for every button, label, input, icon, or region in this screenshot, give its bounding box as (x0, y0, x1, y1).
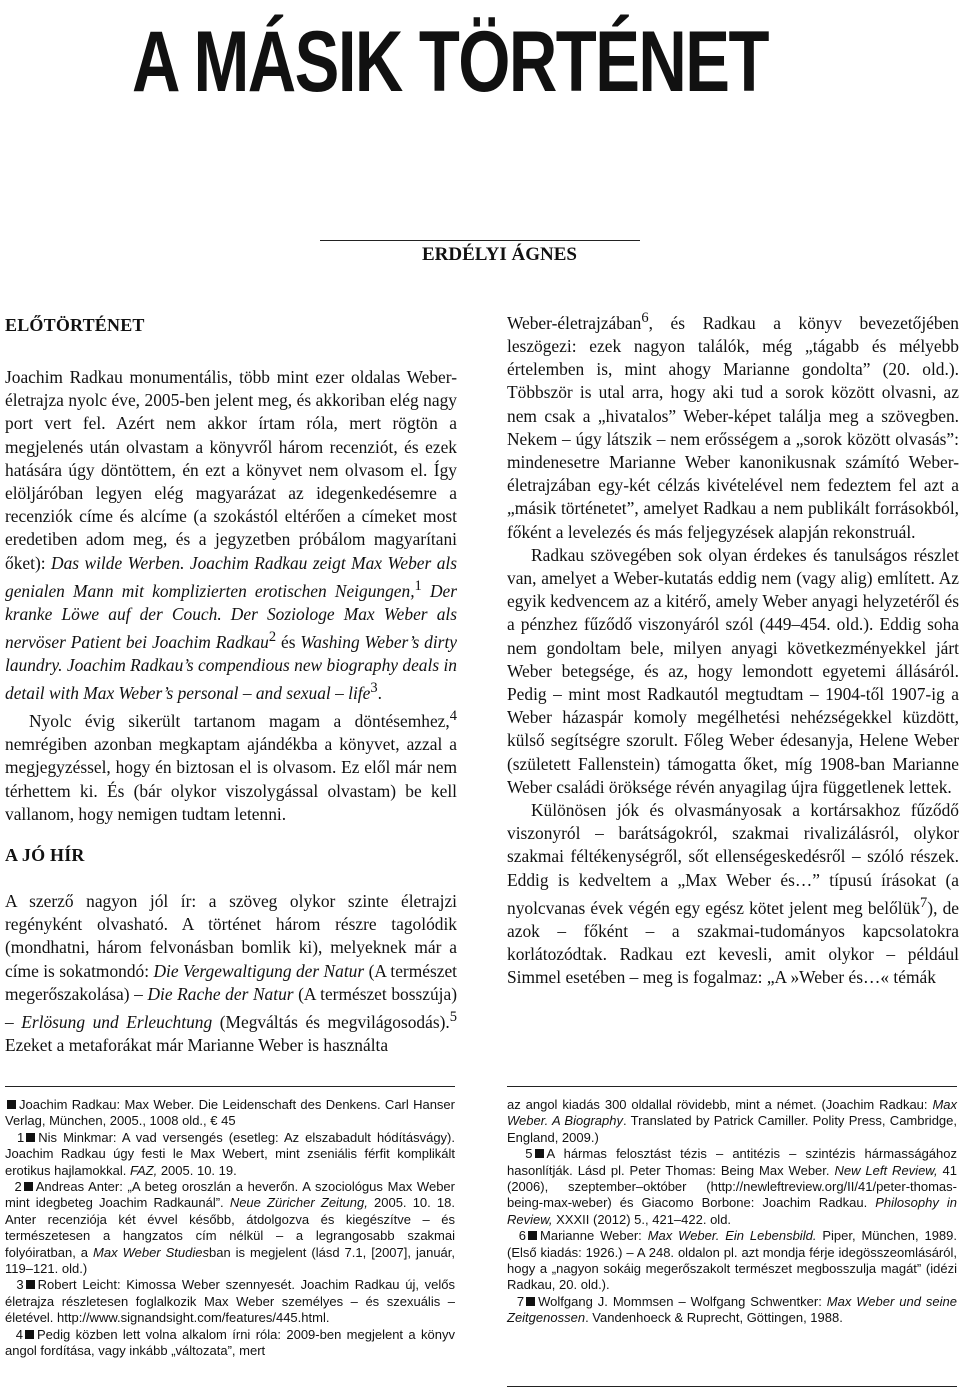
footnote: 6 Marianne Weber: Max Weber. Ein Lebensbild. Piper, München, 1989. (Első kiadás: 1926.) – A 248. oldalon pl. azt mondja férje idegösszeomlásáról, hogy a „nagyon sokáig megerőszakolt természet megbosszulja magát” (idézi Radkau, 20. old.). (507, 1228, 957, 1293)
footnote: 2 Andreas Anter: „A beteg oroszlán a heverőn. A szociológus Max Weber mint idegbeteg Joachim Radkaunál”. Neue Züricher Zeitung, 2005. 10. 18. Anter recenziója két évvel később, átdolgozva és kiegészítve – és természetesen a hangzatos cím nélkül – a legrangosabb szakmai folyóiratban, a Max Weber Studiesban is megjelent (lásd 7.1, [2007], január, 119–121. old.) (5, 1179, 456, 1277)
footnote-source: Joachim Radkau: Max Weber. Die Leidenschaft des Denkens. Carl Hanser Verlag, München, 2005., 1008 old., € 45 (5, 1097, 455, 1129)
paragraph: Nyolc évig sikerült tartanom magam a döntésemhez,$^4$ nemrégiben azonban megkaptam ajándékba a könyvet, azzal a megjegyzéssel, hogy én biztosan el is olvasom. Ez elől már nem térhettem ki. És (bár olykor viszolygással olvastam) be kell vallanom, hogy nemigen tudtam letenni. (5, 708, 457, 824)
footnote-rule-left (5, 1086, 455, 1087)
square-bullet-icon (26, 1133, 35, 1142)
left-column (5, 300, 457, 1057)
square-bullet-icon (26, 1280, 35, 1289)
section-heading-jo-hir: A JÓ HÍR (5, 845, 85, 866)
square-bullet-icon (25, 1330, 34, 1339)
footnote-continuation: az angol kiadás 300 oldallal rövidebb, mint a német. (Joachim Radkau: Max Weber. A Biography. Translated by Patrick Camiller. Polity Press, Cambridge, England, 2009.) (507, 1097, 958, 1145)
footnote: 7 Wolfgang J. Mommsen – Wolfgang Schwentker: Max Weber und seine Zeitgenossen. Vandenhoeck & Ruprecht, Göttingen, 1988. (507, 1293, 957, 1326)
footnote: 4 Pedig közben lett volna alkalom írni róla: 2009-ben megjelent a könyv angol fordítása, vagy inkább „változata”, mert (5, 1326, 455, 1359)
square-bullet-icon (535, 1149, 544, 1158)
footnote: 1 Nis Minkmar: A vad versengés (esetleg: Az elszabadult hódításvágy). Joachim Radkau úgy festi le Max Webert, mint zseniális férfit komplikált erotikus hajlamokkal. FAZ, 2005. 10. 19. (5, 1129, 455, 1178)
square-bullet-icon (526, 1297, 535, 1306)
article-title: A MÁSIK TÖRTÉNET (132, 14, 768, 110)
right-column (507, 307, 959, 989)
section-heading-elotortenet: ELŐTÖRTÉNET (5, 315, 145, 335)
paragraph: Weber-életrajzában$^6$, és Radkau a könyv bevezetőjében leszögezi: ezek nagyon találók, még „tágabb és mélyebb értelemben is, mint ahogy Marianne gondolta” (20. old.). Többször is utal arra, hogy aki tud a sorok között olvasni, az nem csak a „hivatalos” Weber-képet találja meg a szövegben. Nekem – úgy látszik – nem erősségem a „sorok között olvasás”: mindenesetre Marianne Weber kanonikusnak számító Weber-életrajzában egy-két célzás kivételével nem fedeztem fel azt a „másik történetet”, amelyet Radkau a nem publikált forrásokból, főként a levelezés és más feljegyzések alapján rekonstruál. (507, 310, 959, 542)
bottom-rule (507, 1386, 957, 1387)
author-name: ERDÉLYI ÁGNES (421, 244, 577, 265)
paragraph: Radkau szövegében sok olyan érdekes és tanulságos részlet van, amelyet a Weber-kutatás eddig nem (vagy alig) említett. Az egyik kedvencem az a kitérő, amely Weber anyagi helyzetéről és a pénzhez fűződő viszonyáról szól (449–454. old.). Eddig soha nem gondoltam bele, milyen anyagi következményekkel járt Weber betegsége, és az, hogy lemondott egyetemi állásáról. Pedig – mint most Radkautól megtudtam – 1904-től 1907-ig a Weber házaspár komoly megélhetési nehézségekkel küzdött, külső segítségre szorult. Főleg Weber édesanyja, Helene Weber (született Fallenstein) támogatta őket, míg 1908-ban Marianne Weber családi öröksége révén anyagilag újra függetlenek lettek. (507, 544, 959, 797)
paragraph: Különösen jók és olvasmányosak a kortársakhoz fűződő viszonyról – barátságokról, szakmai rivalizálásról, olykor szakmai féltékenységről, sőt ellenségeskedésről – szóló részek. Eddig is kedveltem a „Max Weber és…” típusú írásokat (a nyolcvanas évek végén egy egész kötet jelent meg belőlük$^7$), de azok – főként – a szakmai-tudományos kapcsolatokra korlátozódtak. Radkau ezt kevesli, amit olykor – például Simmel esetében – meg is fogalmaz: „A »Weber és…« témák (507, 800, 959, 988)
square-bullet-icon (24, 1182, 33, 1191)
footnotes-right (507, 1097, 957, 1327)
footnote: 5 A hármas felosztást tézis – antitézis – szintézis hármasságához hasonlítják. Lásd pl. Peter Thomas: Being Max Weber. New Left Review, 41 (2006), szeptember–október (http://newleftreview.org/II/41/peter-thomas-being-max-weber) és Giacomo Borbone: Joachim Radkau. Philosophy in Review, XXXII (2012) 5., 421–422. old. (507, 1146, 958, 1227)
square-bullet-icon (7, 1100, 16, 1109)
footnotes-left (5, 1097, 455, 1360)
footnote-rule-right (507, 1086, 957, 1087)
footnote: 3 Robert Leicht: Kimossa Weber szennyesét. Joachim Radkau új, velős életrajza részletesen foglalkozik Max Weber személyes – és szexuális – életével. http://www.signandsight.com/features/445.html. (5, 1277, 455, 1326)
square-bullet-icon (528, 1231, 537, 1240)
paragraph: Joachim Radkau monumentális, több mint ezer oldalas Weber-életrajza nyolc éve, 2005-ben jelent meg, és akkoriban elég nagy port vert fel. Azért nem akkor írtam róla, mert rögtön a megjelenés után olvastam a könyvről három recenziót, és ezek hatására úgy döntöttem, én ezt a könyvet nem olvasom el. Így elöljáróban legyen elég magyarázat az idegenkedésemre a recenziók címe és alcíme (a szokástól eltérően a címeket most eredetiben adom meg, és a jegyzetben próbálom magyarítani őket): Das wilde Werben. Joachim Radkau zeigt Max Weber als genialen Mann mit komplizierten erotischen Neigungen,$^1$ Der kranke Löwe auf der Couch. Der Soziologe Max Weber als nervöser Patient bei Joachim Radkau$^2$ és Washing Weber’s dirty laundry. Joachim Radkau’s compendious new biography deals in detail with Max Weber’s personal – and sexual – life$^3$. (5, 367, 457, 704)
paragraph: A szerző nagyon jól ír: a szöveg olykor szinte életrajzi regényként olvasható. A történet három részre tagolódik (mondhatni, három felvonásban bomlik ki), melyeknek már a címe is sokatmondó: Die Vergewaltigung der Natur (A természet megerőszakolása) – Die Rache der Natur (A természet bosszúja) – Erlösung und Erleuchtung (Megváltás és megvilágosodás).$^5$ Ezeket a metaforákat már Marianne Weber is használta (5, 891, 458, 1056)
